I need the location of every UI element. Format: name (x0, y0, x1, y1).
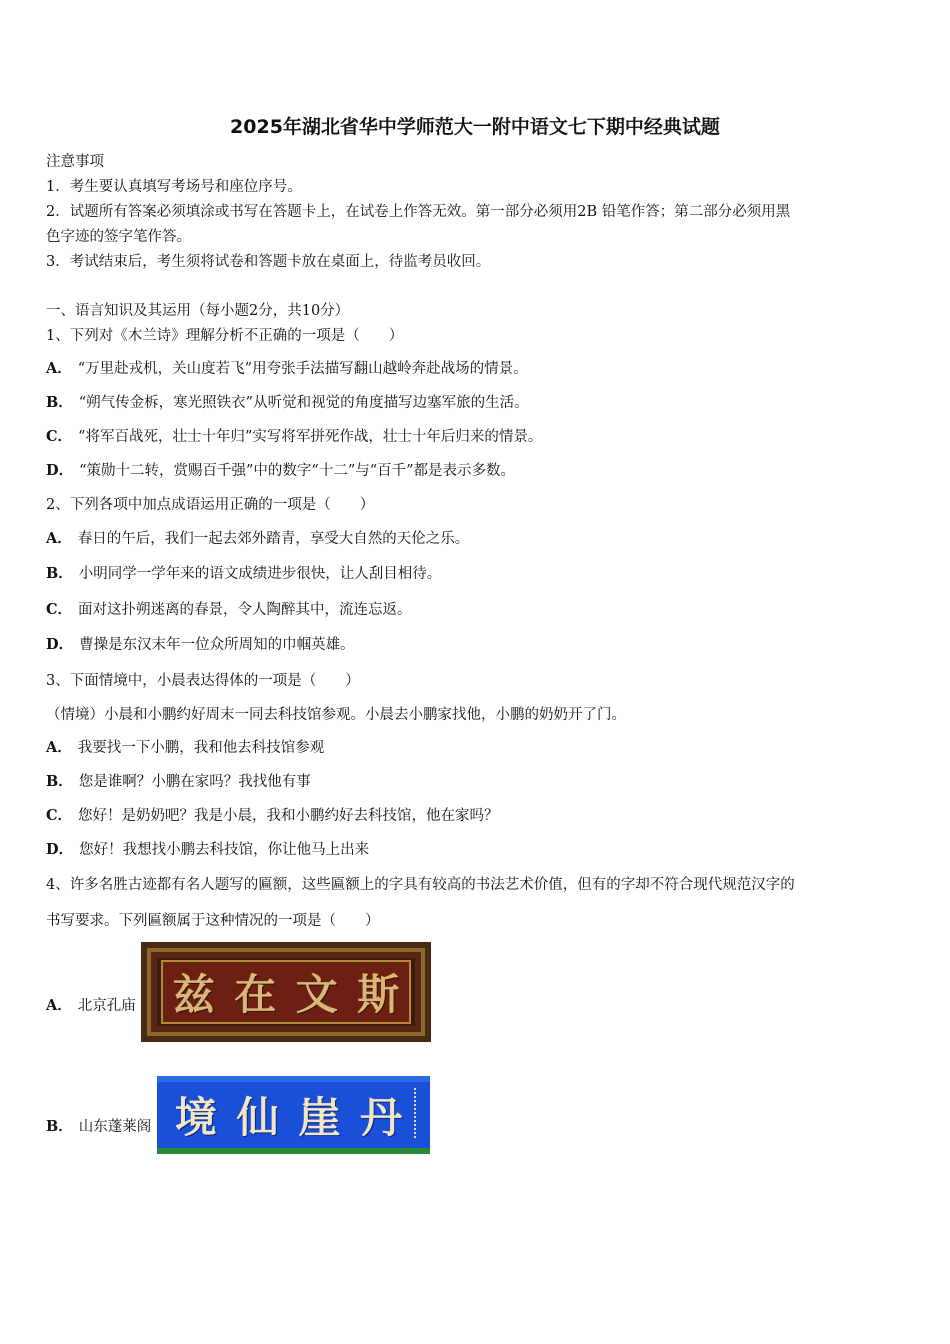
plaque-character: 境 (174, 1093, 217, 1142)
question-1-option-c (46, 427, 542, 447)
option-text: 北京孔庙 (77, 998, 136, 1014)
notice-item-2: 2．试题所有答案必须填涂或书写在答题卡上，在试卷上作答无效。第一部分必须用2B 铅笔作答；第二部分必须用黑 (46, 204, 791, 220)
option-letter: C． (46, 428, 73, 445)
plaque-character: 仙 (236, 1093, 279, 1142)
question-2-option-c (46, 600, 412, 620)
plaque-character: 文 (295, 970, 338, 1019)
notice-heading: 注意事项 (46, 154, 104, 170)
question-2-stem: 2、下列各项中加点成语运用正确的一项是（ ） (46, 497, 375, 513)
option-text: “万里赴戎机，关山度若飞”用夸张手法描写翻山越岭奔赴战场的情景。 (77, 361, 528, 377)
option-letter: D． (46, 841, 74, 858)
section-heading: 一、语言知识及其运用（每小题2分，共10分） (46, 303, 350, 319)
option-letter: A． (46, 739, 72, 756)
plaque-board (165, 1086, 412, 1144)
option-letter: B． (46, 773, 73, 790)
plaque-image-confucius-temple (141, 942, 431, 1042)
plaque-image-penglai-pavilion (157, 1076, 430, 1154)
question-2-option-b (46, 564, 441, 584)
question-3-option-b (46, 772, 311, 792)
question-4-stem: 4、许多名胜古迹都有名人题写的匾额，这些匾额上的字具有较高的书法艺术价值，但有的字却不符合现代规范汉字的 (46, 877, 795, 893)
question-3-option-c (46, 806, 499, 826)
question-2-option-a (46, 529, 469, 549)
option-text: 曹操是东汉末年一位众所周知的巾帼英雄。 (79, 637, 355, 653)
notice-item-3: 3．考试结束后，考生须将试卷和答题卡放在桌面上，待监考员收回。 (46, 254, 491, 270)
option-letter: D． (46, 636, 74, 653)
plaque-character: 兹 (172, 970, 215, 1019)
option-text: 小明同学一学年来的语文成绩进步很快，让人刮目相待。 (78, 566, 442, 582)
option-text: 我要找一下小鹏，我和他去科技馆参观 (77, 740, 325, 756)
option-text: 您是谁啊？小鹏在家吗？我找他有事 (78, 774, 311, 790)
option-letter: A． (46, 997, 72, 1014)
notice-item-2-cont: 色字迹的签字笔作答。 (46, 229, 191, 245)
question-3-stem: 3、下面情境中，小晨表达得体的一项是（ ） (46, 673, 360, 689)
option-letter: B． (46, 394, 73, 411)
option-text: 山东蓬莱阁 (78, 1119, 152, 1135)
option-letter: A． (46, 530, 72, 547)
question-1-option-a (46, 359, 528, 379)
option-text: 春日的午后，我们一起去郊外踏青，享受大自然的天伦之乐。 (77, 531, 470, 547)
plaque-character: 斯 (357, 970, 400, 1019)
option-text: 面对这扑朔迷离的春景，令人陶醉其中，流连忘返。 (78, 602, 412, 618)
notice-item-1: 1．考生要认真填写考场号和座位序号。 (46, 179, 302, 195)
question-1-option-d (46, 461, 515, 481)
option-text: “将军百战死，壮士十年归”实写将军拼死作战，壮士十年后归来的情景。 (78, 429, 543, 445)
inscription-mark (414, 1088, 426, 1138)
option-letter: B． (46, 1118, 73, 1135)
plaque-character: 在 (234, 970, 277, 1019)
option-letter: B． (46, 565, 73, 582)
question-3-option-a (46, 738, 324, 758)
question-3-option-d (46, 840, 369, 860)
question-1-stem: 1、下列对《木兰诗》理解分析不正确的一项是（ ） (46, 328, 404, 344)
option-letter: C． (46, 807, 73, 824)
plaque-board (161, 960, 411, 1024)
option-text: “策勋十二转，赏赐百千强”中的数字“十二”与“百千”都是表示多数。 (79, 463, 516, 479)
question-2-option-d (46, 635, 355, 655)
page-title: 2025年湖北省华中学师范大一附中语文七下期中经典试题 (230, 116, 720, 138)
option-text: 您好！是奶奶吧？我是小晨，我和小鹏约好去科技馆，他在家吗？ (78, 808, 499, 824)
question-4-stem-cont: 书写要求。下列匾额属于这种情况的一项是（ ） (46, 913, 380, 929)
option-letter: A． (46, 360, 72, 377)
plaque-character: 崖 (298, 1093, 341, 1142)
question-3-context: （情境）小晨和小鹏约好周末一同去科技馆参观。小晨去小鹏家找他，小鹏的奶奶开了门。 (46, 707, 626, 723)
question-4-option-b (46, 1117, 151, 1137)
option-text: “朔气传金柝，寒光照铁衣”从听觉和视觉的角度描写边塞军旅的生活。 (78, 395, 529, 411)
question-4-option-a (46, 996, 136, 1016)
option-letter: C． (46, 601, 73, 618)
option-letter: D． (46, 462, 74, 479)
plaque-character: 丹 (360, 1093, 403, 1142)
question-1-option-b (46, 393, 529, 413)
option-text: 您好！我想找小鹏去科技馆，你让他马上出来 (79, 842, 370, 858)
